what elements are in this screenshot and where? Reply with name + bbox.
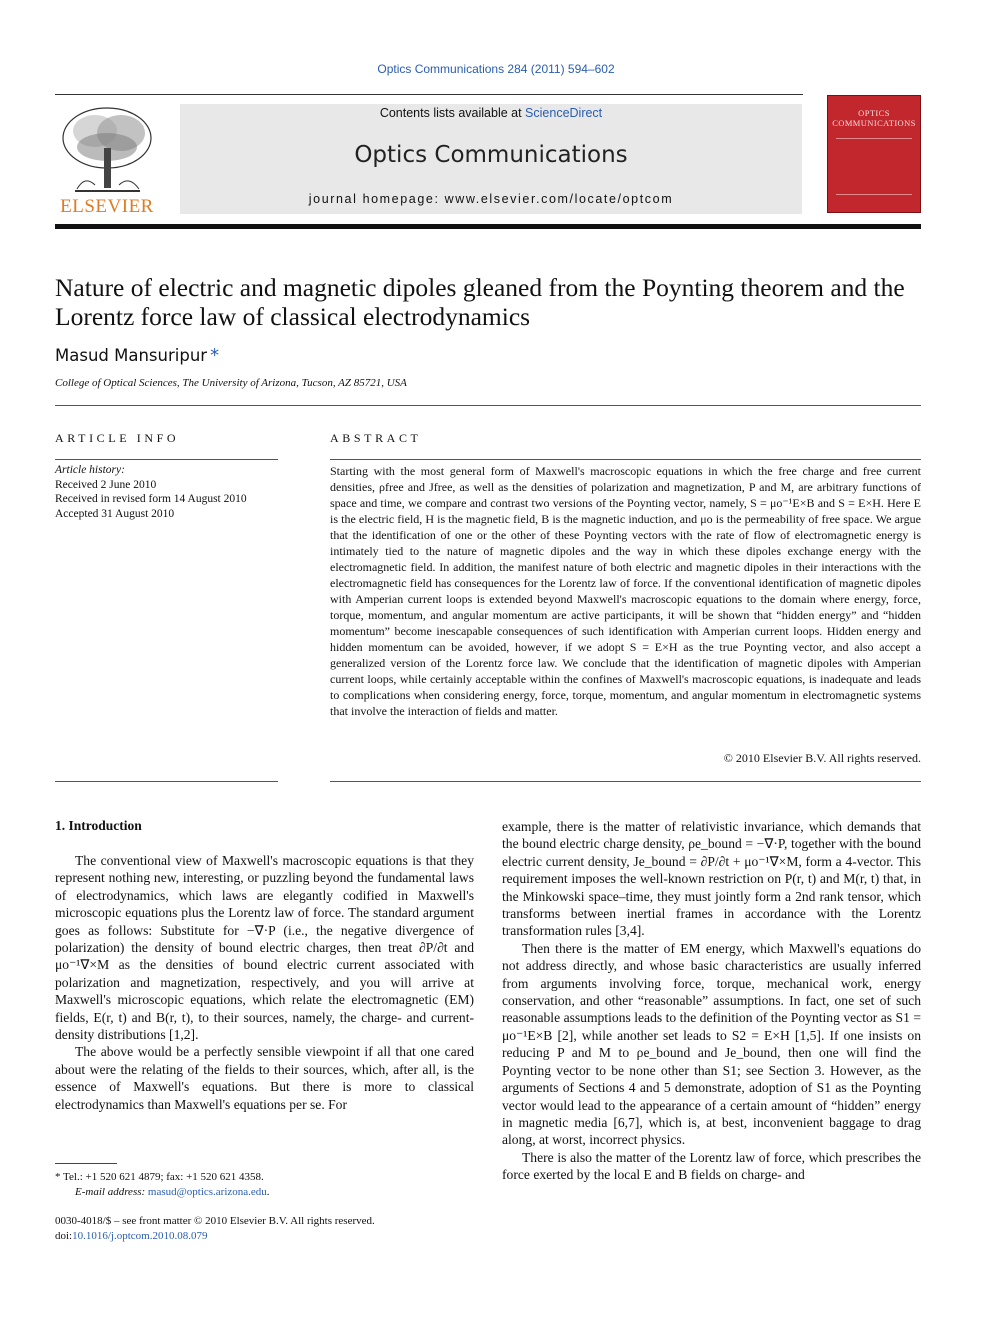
divider xyxy=(55,405,921,406)
paragraph: There is also the matter of the Lorentz law of force, which prescribes the force exerted by the local E and B fields on charge- and xyxy=(502,1149,921,1183)
footnote xyxy=(55,1170,474,1200)
doi-link[interactable]: 10.1016/j.optcom.2010.08.079 xyxy=(72,1230,208,1242)
email-label: E-mail address: xyxy=(75,1186,148,1198)
journal-homepage[interactable]: journal homepage: www.elsevier.com/locate/optcom xyxy=(308,192,674,206)
article-history xyxy=(55,463,278,521)
doi-line xyxy=(55,1229,474,1244)
contents-line xyxy=(180,106,802,120)
body-column-right xyxy=(502,818,921,1184)
doi-label: doi: xyxy=(55,1230,73,1242)
abstract-text: Starting with the most general form of Maxwell's macroscopic equations in which the free charge and free current densities, ρfree and Jfree, as well as the densities of polarization and magnetization, P and M, are arbitrary functions of space and time, we compare and contrast two versions of the Poynting vector, namely, S = μo⁻¹E×B and S = E×H. Here E is the electric field, H is the magnetic field, B is the magnetic induction, and μo is the permeability of free space. We argue that the identification of one or the other of these Poynting vectors with the rate of flow of electromagnetic energy is intimately tied to the nature of magnetic dipoles and the way in which these dipoles exchange energy with the electromagnetic field. In addition, the manifest nature of both electric and magnetic dipoles in their interactions with the electromagnetic field has consequences for the Lorentz law of force. If the conventional identification of magnetic dipoles with Amperian current loops is extended beyond Maxwell's macroscopic equations to the domain where energy, force, torque, momentum, and angular momentum are active participants, it will be shown that “hidden energy” and “hidden momentum” become inescapable consequences of such identification with Amperian current loops. Hidden energy and hidden momentum can be avoided, however, if we adopt S = E×H as the true Poynting vector, and also accept a generalized version of the Lorentz force law. We conclude that the identification of magnetic dipoles with Amperian current loops, while certainly acceptable within the confines of Maxwell's macroscopic equations, is inadequate and leads to complications when considering energy, force, torque, momentum, and angular momentum in electromagnetic systems that involve the interaction of fields and matter. xyxy=(330,464,921,718)
history-received: Received 2 June 2010 xyxy=(55,478,157,491)
email-link[interactable]: masud@optics.arizona.edu xyxy=(147,1186,267,1198)
history-accepted: Accepted 31 August 2010 xyxy=(55,507,175,520)
article-info-heading: ARTICLE INFO xyxy=(55,431,180,445)
elsevier-tree-icon xyxy=(55,103,160,215)
article-title: Nature of electric and magnetic dipoles gleaned from the Poynting theorem and the Lorentz force law of classical electrodynamics xyxy=(55,273,905,331)
journal-reference[interactable]: Optics Communications 284 (2011) 594–602 xyxy=(377,62,615,76)
elsevier-logo[interactable] xyxy=(55,103,160,215)
corresponding-author-mark[interactable]: * xyxy=(210,345,220,366)
paragraph: example, there is the matter of relativistic invariance, which demands that the bound electric charge density, ρe_bound = −∇·P, together with the bound electric current density, Je_bound = ∂P/∂t + μo⁻¹∇×M, form a 4-vector. This requirement imposes the well-known restriction on P(r, t) and M(r, t) that, in the Minkowski space–time, they must jointly form a 2nd rank tensor, which transforms between inertial frames in accordance with the Lorentz transformation rules [3,4]. xyxy=(502,819,921,939)
abstract-heading: ABSTRACT xyxy=(330,431,422,445)
history-label: Article history: xyxy=(55,464,125,476)
paragraph: The above would be a perfectly sensible viewpoint if all that one cared about were the relating of the fields to their sources, which, after all, is the essence of Maxwell's equations. But there is more to classical electrodynamics than Maxwell's equations per se. For xyxy=(55,1044,474,1112)
section-heading-introduction: 1. Introduction xyxy=(55,818,142,833)
footnote-contact: * Tel.: +1 520 621 4879; fax: +1 520 621 4358. xyxy=(55,1171,264,1183)
copyright: © 2010 Elsevier B.V. All rights reserved. xyxy=(723,751,921,765)
divider xyxy=(330,459,921,460)
divider xyxy=(330,781,921,782)
footnote-rule xyxy=(55,1163,117,1164)
email-end: . xyxy=(266,1186,270,1198)
header-thick-rule xyxy=(55,224,921,229)
journal-cover-icon[interactable] xyxy=(827,95,921,213)
issn-line: 0030-4018/$ – see front matter © 2010 Elsevier B.V. All rights reserved. xyxy=(55,1215,375,1227)
paragraph: Then there is the matter of EM energy, which Maxwell's equations do not address directly, and whose basic characteristics are usually inferred from arguments involving force, torque, mechanical work, energy conservation, and other “reasonable” assumptions. In fact, one set of such reasonable assumptions leads to the definition of the Poynting vector as S1 = μo⁻¹E×B [2], while another set leads to S2 = E×H [1,5]. If one insists on reducing P and M to ρe_bound and Je_bound, then one will find the Poynting vector to be none other than S1; see Section 3. However, as the arguments of Sections 4 and 5 demonstrate, adoption of S1 as the Poynting vector would lead to the appearance of a certain amount of “hidden” energy in magnetic media [6,7], which is, at best, inconvenient baggage to drag along, at worst, incorrect physics. xyxy=(502,940,921,1148)
header-rule xyxy=(55,94,803,95)
cover-title: OPTICS COMMUNICATIONS xyxy=(832,108,916,128)
body-column-left xyxy=(55,852,474,1113)
contents-prefix: Contents lists available at xyxy=(379,106,526,120)
elsevier-wordmark: ELSEVIER xyxy=(60,196,154,215)
author-name: Masud Mansuripur xyxy=(55,346,208,365)
paragraph: The conventional view of Maxwell's macroscopic equations is that they represent nothing new, interesting, or puzzling beyond the fundamental laws of electrodynamics, which laws are elegantly codified in Maxwell's microscopic equations plus the Lorentz law of force. The standard argument goes as follows: Substitute for −∇·P (i.e., the negative divergence of polarization) the density of bound electric charges, then treat ∂P/∂t and μo⁻¹∇×M as the densities of bound electric current associated with polarization and magnetization, respectively, and you will arrive at Maxwell's microscopic equations, which relate the electromagnetic (EM) fields, E(r, t) and B(r, t), to their sources, namely, the charge- and current-density distributions [1,2]. xyxy=(55,853,474,1043)
footnote-email-line xyxy=(55,1185,474,1200)
front-matter xyxy=(55,1214,474,1244)
history-revised: Received in revised form 14 August 2010 xyxy=(55,493,247,505)
sciencedirect-link[interactable]: ScienceDirect xyxy=(525,106,603,120)
affiliation: College of Optical Sciences, The University of Arizona, Tucson, AZ 85721, USA xyxy=(55,377,407,389)
cover-band xyxy=(836,138,912,195)
author-line xyxy=(55,345,219,366)
divider xyxy=(55,459,278,460)
journal-name: Optics Communications xyxy=(354,142,628,168)
divider xyxy=(55,781,278,782)
